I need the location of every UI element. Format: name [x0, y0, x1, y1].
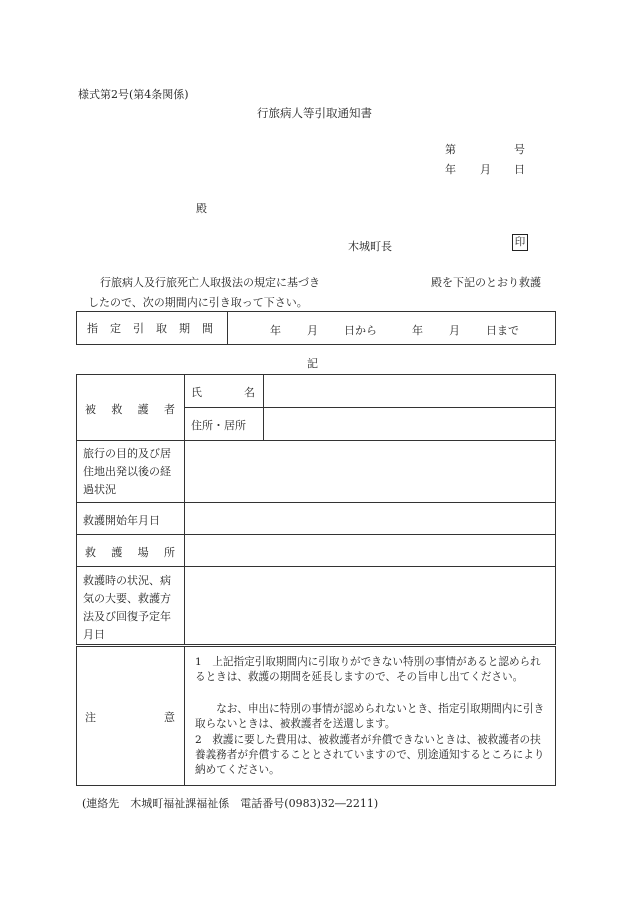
contact-info: (連絡先 木城町福祉課福祉係 電話番号(0983)32―2211): [82, 797, 379, 810]
date-month: 月: [480, 163, 491, 176]
notes-label: 注 意: [85, 711, 175, 724]
name-label: 氏 名: [191, 386, 255, 399]
note-item-1b: なお、申出に特別の事情が認められないとき、指定引取期間内に引き取らないときは、被救護者を送還します。: [195, 703, 545, 730]
form-number: 様式第2号(第4条関係): [78, 88, 189, 101]
address-label: 住所・居所: [191, 419, 246, 432]
details-table: [76, 374, 556, 645]
body-line-1b: 殿を下記のとおり救護: [431, 276, 541, 289]
number-suffix: 号: [514, 143, 525, 156]
situation-label: 救護時の状況、病気の大要、救護方法及び回復予定年月日: [83, 574, 171, 641]
divider: [184, 647, 185, 786]
divider: [77, 534, 556, 535]
note-item-2: 2 救護に要した費用は、被救護者が弁償できないときは、被救護者の扶養義務者が弁償することとされていますので、別途通知するところにより納めてください。: [195, 734, 545, 776]
body-line-1a: 行旅病人及行旅死亡人取扱法の規定に基づき: [100, 276, 320, 289]
seal-mark: 印: [512, 234, 528, 251]
rescued-person-label: 被 救 護 者: [85, 403, 175, 416]
date-year: 年: [445, 163, 456, 176]
place-label: 救 護 場 所: [85, 546, 175, 559]
issuer: 木城町長: [348, 240, 392, 253]
divider: [77, 440, 556, 441]
start-date-label: 救護開始年月日: [83, 514, 160, 527]
period-table: [76, 311, 556, 345]
note-item-1: 1 上記指定引取期間内に引取りができない特別の事情があると認められるときは、救護の期間を延長しますので、その旨申し出てください。: [195, 656, 541, 683]
document-title: 行旅病人等引取通知書: [257, 106, 372, 120]
travel-label: 旅行の目的及び居住地出発以後の経過状況: [83, 447, 171, 496]
period-month-2: 月: [449, 324, 460, 337]
ki-heading: 記: [307, 357, 318, 370]
period-year-1: 年: [270, 324, 281, 337]
divider: [184, 375, 185, 645]
period-from: 日から: [344, 324, 377, 337]
divider: [77, 566, 556, 567]
period-until: 日まで: [486, 324, 519, 337]
date-day: 日: [514, 163, 525, 176]
period-month-1: 月: [307, 324, 318, 337]
notes-table: [76, 646, 556, 786]
period-label: 指定引取期間: [77, 312, 228, 344]
number-prefix: 第: [445, 143, 456, 156]
period-value: [228, 312, 555, 344]
addressee: 殿: [196, 202, 207, 215]
period-year-2: 年: [412, 324, 423, 337]
body-line-2: したので、次の期間内に引き取って下さい。: [88, 296, 308, 309]
divider: [77, 502, 556, 503]
divider: [184, 407, 556, 408]
